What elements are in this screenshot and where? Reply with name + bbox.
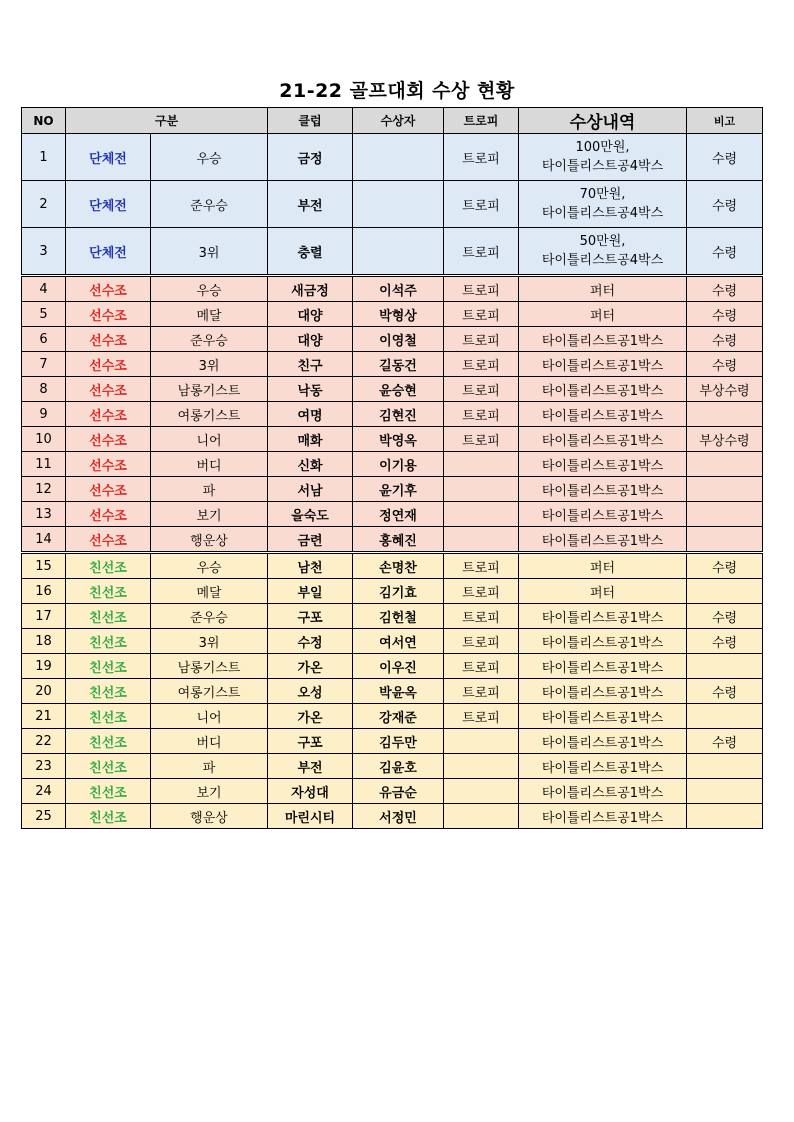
- cell-club: 오성: [268, 679, 353, 704]
- cell-club: 신화: [268, 452, 353, 477]
- cell-group: 친선조: [66, 679, 151, 704]
- cell-prize: 타이틀리스트공1박스: [519, 527, 687, 553]
- cell-no: 20: [22, 679, 66, 704]
- cell-group: 선수조: [66, 377, 151, 402]
- cell-club: 충렬: [268, 228, 353, 276]
- cell-group: 선수조: [66, 502, 151, 527]
- cell-trophy: 트로피: [444, 427, 519, 452]
- cell-note: [687, 654, 763, 679]
- cell-award: 준우승: [151, 604, 268, 629]
- cell-trophy: 트로피: [444, 228, 519, 276]
- table-row: [22, 352, 763, 377]
- cell-group: 친선조: [66, 704, 151, 729]
- table-row: [22, 553, 763, 579]
- cell-winner: 김현진: [353, 402, 444, 427]
- cell-group: 친선조: [66, 804, 151, 829]
- cell-note: 부상수령: [687, 377, 763, 402]
- cell-no: 4: [22, 276, 66, 302]
- cell-winner: 길동건: [353, 352, 444, 377]
- cell-prize: [519, 134, 687, 181]
- cell-no: 10: [22, 427, 66, 452]
- cell-award: 메달: [151, 302, 268, 327]
- cell-winner: 이영철: [353, 327, 444, 352]
- cell-award: 니어: [151, 704, 268, 729]
- cell-prize: 타이틀리스트공1박스: [519, 604, 687, 629]
- cell-club: 낙동: [268, 377, 353, 402]
- cell-award: 준우승: [151, 181, 268, 228]
- cell-club: 여명: [268, 402, 353, 427]
- table-row: [22, 477, 763, 502]
- cell-trophy: 트로피: [444, 302, 519, 327]
- table-row: [22, 679, 763, 704]
- cell-winner: 서정민: [353, 804, 444, 829]
- cell-note: 수령: [687, 276, 763, 302]
- cell-note: 부상수령: [687, 427, 763, 452]
- cell-trophy: 트로피: [444, 134, 519, 181]
- cell-no: 19: [22, 654, 66, 679]
- table-row: [22, 228, 763, 276]
- header-category: 구분: [66, 108, 268, 134]
- table-row: [22, 704, 763, 729]
- cell-club: 서남: [268, 477, 353, 502]
- cell-group: 단체전: [66, 134, 151, 181]
- cell-trophy: 트로피: [444, 629, 519, 654]
- cell-note: [687, 502, 763, 527]
- cell-no: 1: [22, 134, 66, 181]
- cell-club: 구포: [268, 604, 353, 629]
- cell-group: 선수조: [66, 477, 151, 502]
- cell-group: 선수조: [66, 302, 151, 327]
- cell-group: 친선조: [66, 629, 151, 654]
- cell-winner: 박영옥: [353, 427, 444, 452]
- cell-trophy: 트로피: [444, 604, 519, 629]
- table-row: [22, 579, 763, 604]
- cell-award: 버디: [151, 729, 268, 754]
- cell-no: 18: [22, 629, 66, 654]
- cell-trophy: [444, 729, 519, 754]
- cell-trophy: 트로피: [444, 276, 519, 302]
- header-prize: 수상내역: [519, 108, 687, 134]
- cell-no: 2: [22, 181, 66, 228]
- cell-prize: 타이틀리스트공1박스: [519, 452, 687, 477]
- prize-line-1: 70만원,: [579, 187, 626, 202]
- cell-prize: [519, 228, 687, 276]
- cell-club: 가온: [268, 704, 353, 729]
- cell-no: 12: [22, 477, 66, 502]
- prize-line-2: 타이틀리스트공4박스: [541, 206, 664, 221]
- prize-line-1: 50만원,: [579, 234, 626, 249]
- cell-club: 자성대: [268, 779, 353, 804]
- cell-trophy: 트로피: [444, 704, 519, 729]
- cell-group: 선수조: [66, 327, 151, 352]
- cell-prize: 타이틀리스트공1박스: [519, 502, 687, 527]
- cell-note: [687, 804, 763, 829]
- cell-no: 8: [22, 377, 66, 402]
- cell-award: 보기: [151, 779, 268, 804]
- cell-no: 25: [22, 804, 66, 829]
- cell-no: 6: [22, 327, 66, 352]
- cell-trophy: [444, 502, 519, 527]
- cell-prize: 타이틀리스트공1박스: [519, 352, 687, 377]
- cell-winner: 유금순: [353, 779, 444, 804]
- table-row: [22, 804, 763, 829]
- prize-line-1: 100만원,: [575, 140, 630, 155]
- awards-table: [21, 107, 763, 829]
- cell-note: 수령: [687, 352, 763, 377]
- cell-winner: 김기효: [353, 579, 444, 604]
- cell-prize: 타이틀리스트공1박스: [519, 729, 687, 754]
- table-row: [22, 427, 763, 452]
- cell-winner: 정연재: [353, 502, 444, 527]
- cell-no: 9: [22, 402, 66, 427]
- cell-trophy: [444, 779, 519, 804]
- cell-no: 14: [22, 527, 66, 553]
- table-row: [22, 134, 763, 181]
- cell-no: 22: [22, 729, 66, 754]
- cell-no: 5: [22, 302, 66, 327]
- cell-club: 부전: [268, 754, 353, 779]
- cell-trophy: 트로피: [444, 377, 519, 402]
- cell-note: 수령: [687, 327, 763, 352]
- cell-note: 수령: [687, 553, 763, 579]
- cell-note: 수령: [687, 679, 763, 704]
- cell-award: 남롱기스트: [151, 377, 268, 402]
- cell-group: 선수조: [66, 427, 151, 452]
- cell-trophy: 트로피: [444, 679, 519, 704]
- page-title: 21-22 골프대회 수상 현황: [279, 80, 515, 102]
- cell-winner: [353, 228, 444, 276]
- cell-trophy: 트로피: [444, 327, 519, 352]
- cell-no: 17: [22, 604, 66, 629]
- cell-club: 수정: [268, 629, 353, 654]
- cell-no: 3: [22, 228, 66, 276]
- cell-prize: 퍼터: [519, 579, 687, 604]
- cell-note: [687, 452, 763, 477]
- cell-note: [687, 704, 763, 729]
- table-row: [22, 452, 763, 477]
- table-row: [22, 502, 763, 527]
- cell-note: 수령: [687, 604, 763, 629]
- table-row: [22, 377, 763, 402]
- cell-group: 선수조: [66, 276, 151, 302]
- cell-prize: 타이틀리스트공1박스: [519, 377, 687, 402]
- cell-no: 23: [22, 754, 66, 779]
- cell-group: 친선조: [66, 754, 151, 779]
- cell-trophy: 트로피: [444, 579, 519, 604]
- cell-group: 친선조: [66, 779, 151, 804]
- cell-no: 13: [22, 502, 66, 527]
- cell-trophy: 트로피: [444, 654, 519, 679]
- cell-note: 수령: [687, 181, 763, 228]
- cell-note: [687, 779, 763, 804]
- cell-award: 남롱기스트: [151, 654, 268, 679]
- cell-club: 부전: [268, 181, 353, 228]
- cell-award: 우승: [151, 276, 268, 302]
- cell-award: 행운상: [151, 527, 268, 553]
- cell-prize: 타이틀리스트공1박스: [519, 704, 687, 729]
- cell-note: 수령: [687, 302, 763, 327]
- cell-group: 선수조: [66, 452, 151, 477]
- cell-award: 3위: [151, 352, 268, 377]
- cell-award: 행운상: [151, 804, 268, 829]
- cell-group: 선수조: [66, 352, 151, 377]
- cell-prize: 퍼터: [519, 302, 687, 327]
- table-row: [22, 327, 763, 352]
- table-row: [22, 629, 763, 654]
- cell-award: 버디: [151, 452, 268, 477]
- cell-note: 수령: [687, 629, 763, 654]
- cell-prize: 퍼터: [519, 276, 687, 302]
- header-club: 클럽: [268, 108, 353, 134]
- table-row: [22, 181, 763, 228]
- cell-winner: [353, 134, 444, 181]
- cell-club: 대양: [268, 302, 353, 327]
- cell-award: 여롱기스트: [151, 679, 268, 704]
- cell-club: 부일: [268, 579, 353, 604]
- header-winner: 수상자: [353, 108, 444, 134]
- cell-winner: 이석주: [353, 276, 444, 302]
- cell-no: 11: [22, 452, 66, 477]
- table-row: [22, 276, 763, 302]
- cell-club: 대양: [268, 327, 353, 352]
- cell-winner: 홍혜진: [353, 527, 444, 553]
- cell-award: 니어: [151, 427, 268, 452]
- cell-trophy: [444, 477, 519, 502]
- cell-club: 을숙도: [268, 502, 353, 527]
- cell-group: 친선조: [66, 604, 151, 629]
- cell-group: 친선조: [66, 654, 151, 679]
- cell-winner: 박윤옥: [353, 679, 444, 704]
- cell-trophy: [444, 804, 519, 829]
- table-row: [22, 527, 763, 553]
- cell-winner: 김두만: [353, 729, 444, 754]
- cell-trophy: [444, 754, 519, 779]
- cell-winner: 김윤호: [353, 754, 444, 779]
- cell-note: [687, 477, 763, 502]
- cell-note: [687, 579, 763, 604]
- cell-note: [687, 527, 763, 553]
- cell-prize: 타이틀리스트공1박스: [519, 779, 687, 804]
- cell-award: 여롱기스트: [151, 402, 268, 427]
- cell-prize: 타이틀리스트공1박스: [519, 804, 687, 829]
- table-row: [22, 402, 763, 427]
- cell-winner: 윤기후: [353, 477, 444, 502]
- cell-club: 가온: [268, 654, 353, 679]
- cell-prize: 타이틀리스트공1박스: [519, 427, 687, 452]
- header-no: NO: [22, 108, 66, 134]
- cell-winner: 손명찬: [353, 553, 444, 579]
- table-row: [22, 654, 763, 679]
- table-row: [22, 754, 763, 779]
- table-row: [22, 729, 763, 754]
- table-body: [22, 134, 763, 829]
- cell-award: 3위: [151, 228, 268, 276]
- cell-group: 친선조: [66, 579, 151, 604]
- cell-award: 파: [151, 477, 268, 502]
- cell-trophy: 트로피: [444, 352, 519, 377]
- cell-award: 보기: [151, 502, 268, 527]
- prize-line-2: 타이틀리스트공4박스: [541, 253, 664, 268]
- cell-award: 우승: [151, 553, 268, 579]
- cell-note: [687, 402, 763, 427]
- cell-award: 파: [151, 754, 268, 779]
- cell-no: 7: [22, 352, 66, 377]
- cell-club: 친구: [268, 352, 353, 377]
- cell-no: 21: [22, 704, 66, 729]
- cell-prize: 타이틀리스트공1박스: [519, 327, 687, 352]
- table-row: [22, 302, 763, 327]
- cell-note: [687, 754, 763, 779]
- cell-club: 마린시티: [268, 804, 353, 829]
- cell-club: 매화: [268, 427, 353, 452]
- cell-no: 24: [22, 779, 66, 804]
- cell-winner: 여서연: [353, 629, 444, 654]
- cell-award: 3위: [151, 629, 268, 654]
- header-note: 비고: [687, 108, 763, 134]
- cell-group: 단체전: [66, 228, 151, 276]
- cell-prize: 타이틀리스트공1박스: [519, 654, 687, 679]
- cell-group: 선수조: [66, 527, 151, 553]
- cell-group: 친선조: [66, 553, 151, 579]
- prize-line-2: 타이틀리스트공4박스: [541, 159, 664, 174]
- cell-award: 준우승: [151, 327, 268, 352]
- cell-prize: 타이틀리스트공1박스: [519, 629, 687, 654]
- table-row: [22, 604, 763, 629]
- header-trophy: 트로피: [444, 108, 519, 134]
- cell-winner: 윤승현: [353, 377, 444, 402]
- cell-prize: 타이틀리스트공1박스: [519, 754, 687, 779]
- cell-winner: 박형상: [353, 302, 444, 327]
- cell-trophy: 트로피: [444, 553, 519, 579]
- cell-trophy: [444, 452, 519, 477]
- cell-prize: 퍼터: [519, 553, 687, 579]
- cell-trophy: 트로피: [444, 402, 519, 427]
- cell-club: 남천: [268, 553, 353, 579]
- cell-prize: 타이틀리스트공1박스: [519, 477, 687, 502]
- table-row: [22, 779, 763, 804]
- cell-group: 단체전: [66, 181, 151, 228]
- cell-winner: 이우진: [353, 654, 444, 679]
- cell-no: 16: [22, 579, 66, 604]
- cell-winner: 강재준: [353, 704, 444, 729]
- cell-group: 선수조: [66, 402, 151, 427]
- cell-winner: 이기용: [353, 452, 444, 477]
- cell-prize: 타이틀리스트공1박스: [519, 679, 687, 704]
- table-header-row: [22, 108, 763, 134]
- cell-winner: [353, 181, 444, 228]
- cell-winner: 김헌철: [353, 604, 444, 629]
- cell-club: 구포: [268, 729, 353, 754]
- cell-note: 수령: [687, 134, 763, 181]
- cell-club: 금정: [268, 134, 353, 181]
- cell-prize: 타이틀리스트공1박스: [519, 402, 687, 427]
- cell-note: 수령: [687, 729, 763, 754]
- cell-award: 메달: [151, 579, 268, 604]
- cell-club: 금련: [268, 527, 353, 553]
- cell-group: 친선조: [66, 729, 151, 754]
- cell-trophy: [444, 527, 519, 553]
- cell-no: 15: [22, 553, 66, 579]
- cell-prize: [519, 181, 687, 228]
- cell-club: 새금정: [268, 276, 353, 302]
- cell-note: 수령: [687, 228, 763, 276]
- cell-trophy: 트로피: [444, 181, 519, 228]
- cell-award: 우승: [151, 134, 268, 181]
